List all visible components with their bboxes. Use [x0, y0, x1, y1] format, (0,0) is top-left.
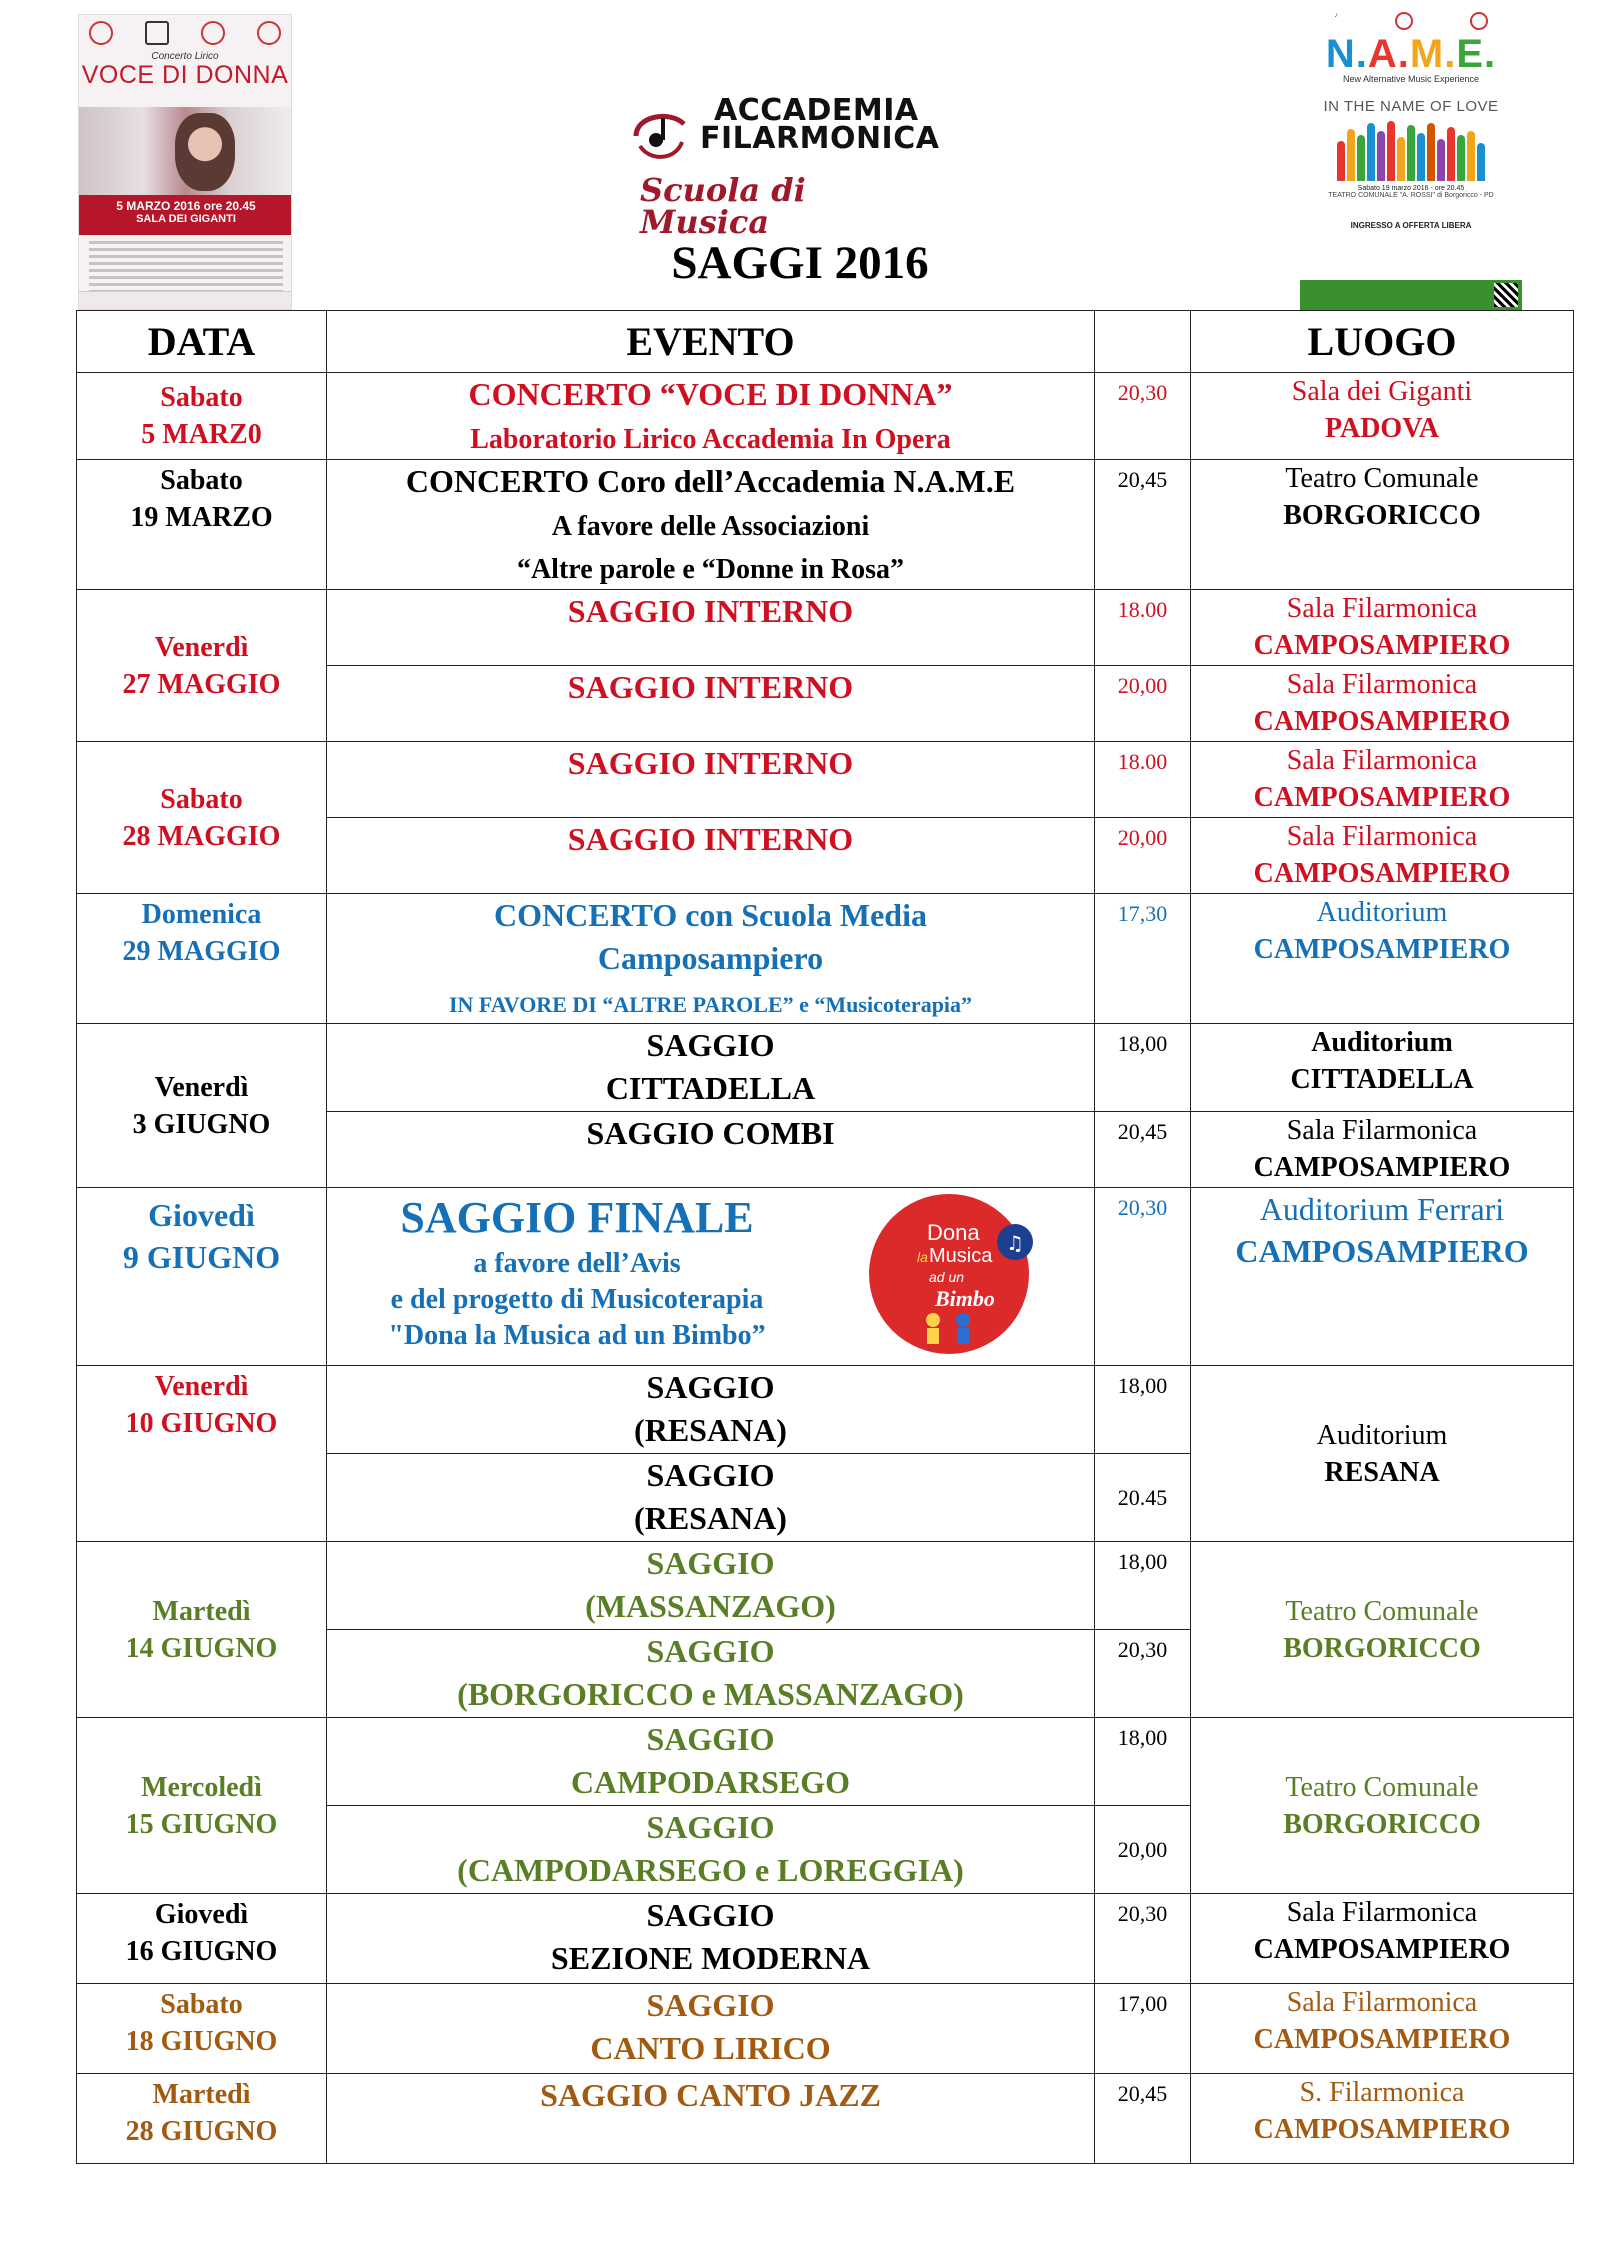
table-row [77, 590, 1574, 666]
row-event-cell: SAGGIO COMBI [327, 1112, 1095, 1188]
logo-line-scuola: Scuola di Musica [640, 171, 806, 241]
accademia-filarmonica-logo [630, 93, 940, 241]
row-event-cell: SAGGIO CANTO LIRICO [327, 1984, 1095, 2074]
row-time-cell: 20,45 [1095, 1112, 1191, 1188]
logo-line-filarmonica: FILARMONICA [700, 121, 940, 156]
poster-name-acronym: N.A.M.E. [1325, 32, 1497, 76]
header-luogo: LUOGO [1191, 311, 1574, 373]
row-place-cell: Sala Filarmonica CAMPOSAMPIERO [1191, 666, 1574, 742]
finale-title: SAGGIO FINALE [400, 1193, 754, 1242]
header-evento: EVENTO [327, 311, 1095, 373]
avis-logo-icon [1470, 12, 1488, 30]
table-row [77, 1718, 1574, 1806]
row-time-cell: 17,00 [1095, 1984, 1191, 2074]
poster-photo [79, 107, 292, 195]
header-data: DATA [77, 311, 327, 373]
table-row [77, 1542, 1574, 1630]
table-row [77, 373, 1574, 460]
row-time-cell: 20.45 [1095, 1454, 1191, 1542]
row-time-cell: 18,00 [1095, 1718, 1191, 1806]
row-time-cell: 18,00 [1095, 1366, 1191, 1454]
row-time-cell: 20,30 [1095, 1630, 1191, 1718]
svg-text:ad un: ad un [929, 1269, 965, 1285]
row-date-cell: Sabato 18 GIUGNO [77, 1984, 327, 2074]
row-place-cell: Teatro Comunale BORGORICCO [1191, 460, 1574, 590]
row-date-cell: Martedì 28 GIUGNO [77, 2074, 327, 2164]
sponsor-logo-icon [89, 21, 113, 45]
page-title: SAGGI 2016 [671, 237, 929, 289]
row-time-cell: 20,45 [1095, 2074, 1191, 2164]
row-place-cell: Auditorium CAMPOSAMPIERO [1191, 894, 1574, 1024]
header-time [1095, 311, 1191, 373]
row-event-cell: SAGGIO (CAMPODARSEGO e LOREGGIA) [327, 1806, 1095, 1894]
svg-text:Dona: Dona [927, 1220, 980, 1245]
music-note-swirl-icon [630, 106, 690, 166]
table-row [77, 1894, 1574, 1984]
row-place-cell: Sala Filarmonica CAMPOSAMPIERO [1191, 742, 1574, 818]
singer-portrait-icon [175, 113, 235, 191]
row-date-cell: Giovedì 9 GIUGNO [77, 1188, 327, 1366]
row-place-cell: Auditorium CITTADELLA [1191, 1024, 1574, 1112]
row-time-cell: 18.00 [1095, 742, 1191, 818]
poster-footer-logos [79, 291, 292, 309]
svg-text:Bimbo: Bimbo [935, 1286, 995, 1311]
raised-hands-icon [1300, 119, 1522, 181]
table-row [77, 742, 1574, 818]
row-event-cell: CONCERTO “VOCE DI DONNA” Laboratorio Lirico Accademia In Opera [327, 373, 1095, 460]
poster-sponsor-logos [79, 15, 291, 45]
row-time-cell: 20,30 [1095, 1188, 1191, 1366]
row-time-cell: 20,30 [1095, 1894, 1191, 1984]
row-date-cell: Sabato 5 MARZ0 [77, 373, 327, 460]
row-time-cell: 20,00 [1095, 666, 1191, 742]
row-event-cell: SAGGIO (MASSANZAGO) [327, 1542, 1095, 1630]
sponsor-logo-icon [201, 21, 225, 45]
row-event-cell: SAGGIO (RESANA) [327, 1454, 1095, 1542]
row-place-cell: Teatro Comunale BORGORICCO [1191, 1718, 1574, 1894]
row-event-cell: SAGGIO (RESANA) [327, 1366, 1095, 1454]
poster-venue: SALA DEI GIGANTI [136, 213, 236, 225]
row-date-cell: Venerdì 10 GIUGNO [77, 1366, 327, 1542]
row-date-cell: Mercoledì 15 GIUGNO [77, 1718, 327, 1894]
row-time-cell: 20,00 [1095, 1806, 1191, 1894]
table-row [77, 2074, 1574, 2164]
table-row [77, 1984, 1574, 2074]
row-event-cell: CONCERTO Coro dell’Accademia N.A.M.E A favore delle Associazioni “Altre parole e “Donne in Rosa” [327, 460, 1095, 590]
row-event-cell: SAGGIO INTERNO [327, 666, 1095, 742]
row-place-cell: S. Filarmonica CAMPOSAMPIERO [1191, 2074, 1574, 2164]
row-time-cell: 20,30 [1095, 373, 1191, 460]
row-time-cell: 20,00 [1095, 818, 1191, 894]
poster-event-venue: TEATRO COMUNALE "A. ROSSI" di Borgoricco - PD [1328, 192, 1494, 199]
poster-sponsor-logos [1300, 8, 1522, 30]
poster-name-subtitle: New Alternative Music Experience [1342, 74, 1480, 84]
comune-crest-icon [1395, 12, 1413, 30]
row-date-cell: Venerdì 27 MAGGIO [77, 590, 327, 742]
row-time-cell: 17,30 [1095, 894, 1191, 1024]
poster-subtitle: Concerto Lirico [151, 51, 219, 62]
table-row [77, 894, 1574, 1024]
row-time-cell: 18,00 [1095, 1024, 1191, 1112]
row-place-cell: Sala Filarmonica CAMPOSAMPIERO [1191, 818, 1574, 894]
logo-line-accademia: ACCADEMIA [714, 93, 919, 128]
row-time-cell: 18.00 [1095, 590, 1191, 666]
row-date-cell: Domenica 29 MAGGIO [77, 894, 327, 1024]
poster-date-band [79, 195, 292, 235]
poster-tagline: IN THE NAME OF LOVE [1323, 98, 1499, 115]
dona-la-musica-badge-icon [867, 1192, 1037, 1356]
table-header-row [77, 311, 1574, 373]
row-date-cell: Venerdì 3 GIUGNO [77, 1024, 327, 1188]
row-event-cell: SAGGIO (BORGORICCO e MASSANZAGO) [327, 1630, 1095, 1718]
row-place-cell: Sala Filarmonica CAMPOSAMPIERO [1191, 590, 1574, 666]
poster-date: 5 MARZO 2016 ore 20.45 [116, 199, 256, 213]
row-event-cell: SAGGIO INTERNO [327, 742, 1095, 818]
row-time-cell: 18,00 [1095, 1542, 1191, 1630]
row-event-cell: SAGGIO CANTO JAZZ [327, 2074, 1095, 2164]
row-event-cell: SAGGIO CAMPODARSEGO [327, 1718, 1095, 1806]
poster-title: VOCE DI DONNA [81, 61, 289, 89]
row-event-cell: SAGGIO INTERNO [327, 590, 1095, 666]
row-event-cell: SAGGIO INTERNO [327, 818, 1095, 894]
table-row [77, 1366, 1574, 1454]
row-date-cell: Martedì 14 GIUGNO [77, 1542, 327, 1718]
row-event-cell: SAGGIO CITTADELLA [327, 1024, 1095, 1112]
row-event-cell: SAGGIO SEZIONE MODERNA [327, 1894, 1095, 1984]
table-row [77, 1024, 1574, 1112]
row-date-cell: Sabato 28 MAGGIO [77, 742, 327, 894]
row-event-cell: SAGGIO FINALE a favore dell’Avis e del progetto di Musicoterapia "Dona la Musica ad un Bimbo” Dona la Musica ad un Bimbo ♫ [327, 1188, 1095, 1366]
row-place-cell: Auditorium Ferrari CAMPOSAMPIERO [1191, 1188, 1574, 1366]
row-event-cell: CONCERTO con Scuola Media Camposampiero IN FAVORE DI “ALTRE PAROLE” e “Musicoterapia” [327, 894, 1095, 1024]
table-row [77, 1188, 1574, 1366]
sponsor-logo-icon [257, 21, 281, 45]
poster-event-date: Sabato 19 marzo 2016 - ore 20.45 [1357, 185, 1465, 192]
svg-text:♫: ♫ [1006, 1231, 1024, 1255]
row-date-cell: Sabato 19 MARZO [77, 460, 327, 590]
row-place-cell: Sala Filarmonica CAMPOSAMPIERO [1191, 1984, 1574, 2074]
svg-text:Musica: Musica [929, 1245, 993, 1267]
row-date-cell: Giovedì 16 GIUGNO [77, 1894, 327, 1984]
row-place-cell: Sala Filarmonica CAMPOSAMPIERO [1191, 1112, 1574, 1188]
row-time-cell: 20,45 [1095, 460, 1191, 590]
accademia-small-logo-icon: ♪ [1334, 12, 1338, 19]
row-place-cell: Auditorium RESANA [1191, 1366, 1574, 1542]
svg-text:la: la [917, 1249, 928, 1265]
row-place-cell: Sala dei Giganti PADOVA [1191, 373, 1574, 460]
schedule-table [76, 310, 1574, 2164]
table-row [77, 460, 1574, 590]
row-place-cell: Teatro Comunale BORGORICCO [1191, 1542, 1574, 1718]
poster-entry-note: INGRESSO A OFFERTA LIBERA [1350, 221, 1472, 230]
row-place-cell: Sala Filarmonica CAMPOSAMPIERO [1191, 1894, 1574, 1984]
sponsor-logo-icon [145, 21, 169, 45]
